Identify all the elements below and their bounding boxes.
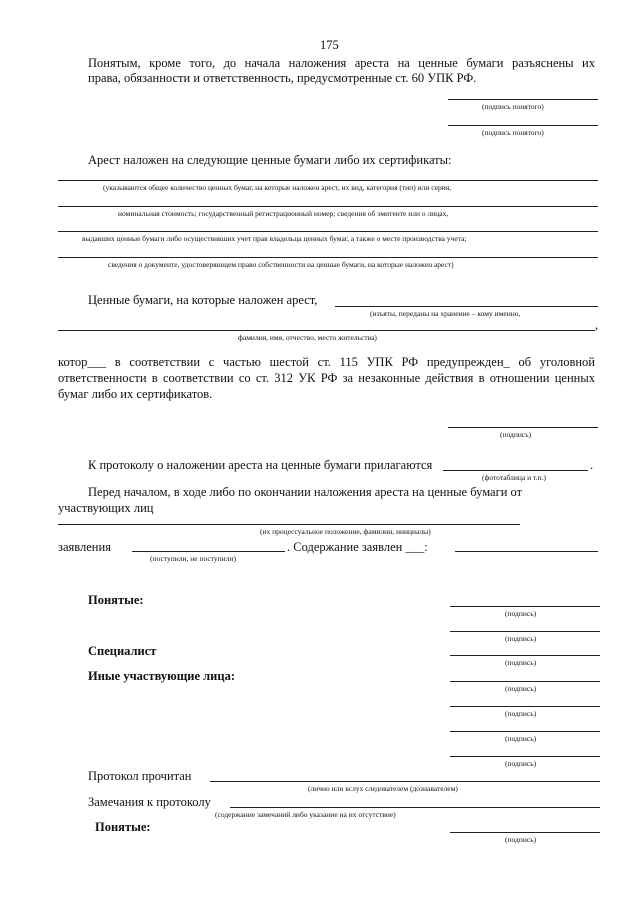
warning-line-3: бумаг либо их сертификатов. — [58, 387, 213, 401]
other-sig-hint-1: (подпись) — [505, 684, 537, 693]
protocol-read-label: Протокол прочитан — [88, 769, 192, 783]
securities-hint-2: фамилия, имя, отчество, место жительства) — [238, 333, 377, 342]
warning-line-2: ответственности в соответствии со ст. 312 УК РФ за незаконные действия в отношении ценных — [58, 371, 595, 385]
witness-sig-hint-2: (подпись) — [505, 634, 537, 643]
witness-sig-line-1 — [450, 606, 600, 607]
other-sig-hint-4: (подпись) — [505, 759, 537, 768]
other-participants-title: Иные участвующие лица: — [88, 669, 235, 683]
other-sig-hint-2: (подпись) — [505, 709, 537, 718]
attachments-hint: (фототаблица и т.п.) — [482, 473, 547, 482]
witness-sig-hint-1: (подпись) — [505, 609, 537, 618]
final-witnesses-title: Понятые: — [95, 820, 151, 834]
intro-line-1: Понятым, кроме того, до начала наложения ареста на ценные бумаги разъяснены их — [88, 56, 595, 70]
arrest-hint-3: выдавших ценные бумаги либо осуществивших учет прав владельца ценных бумаг, а также о месте производства учета; — [82, 234, 467, 243]
witness-1-signature-line — [448, 99, 598, 100]
specialist-sig-line — [450, 655, 600, 656]
warning-paragraph — [58, 354, 595, 402]
attachments-line — [443, 470, 588, 471]
protocol-read-line — [210, 781, 600, 782]
other-sig-line-4 — [450, 756, 600, 757]
statements-line-2: участвующих лиц — [58, 501, 154, 515]
arrest-line-2 — [58, 206, 598, 207]
statements-content-label: . Содержание заявлен ___: — [287, 540, 428, 554]
arrest-line-4 — [58, 257, 598, 258]
warning-signature-hint: (подпись) — [500, 430, 532, 439]
specialist-title: Специалист — [88, 644, 157, 658]
statements-hint-1: (их процессуальное положение, фамилии, инициалы) — [260, 527, 431, 536]
statements-content-line — [455, 551, 598, 552]
securities-line-2 — [58, 330, 595, 331]
arrest-hint-1: (указываются общее количество ценных бумаг, на которые наложен арест, их вид, категория (тип) или серия, — [103, 183, 452, 192]
witnesses-title: Понятые: — [88, 593, 144, 607]
other-sig-line-2 — [450, 706, 600, 707]
statements-label: заявления — [58, 540, 111, 554]
witness-2-signature-hint: (подпись понятого) — [482, 128, 544, 137]
other-sig-line-3 — [450, 731, 600, 732]
witness-2-signature-line — [448, 125, 598, 126]
warning-signature-line — [448, 427, 598, 428]
witness-sig-line-2 — [450, 631, 600, 632]
remarks-hint: (содержание замечаний либо указание на их отсутствие) — [215, 810, 396, 819]
intro-paragraph — [88, 55, 595, 71]
final-witness-sig-hint: (подпись) — [505, 835, 537, 844]
statements-hint-2: (поступили, не поступили) — [150, 554, 236, 563]
specialist-sig-hint: (подпись) — [505, 658, 537, 667]
securities-comma: , — [595, 318, 599, 332]
protocol-read-hint: (лично или вслух следователем (дознавателем) — [308, 784, 458, 793]
securities-line-1 — [335, 306, 598, 307]
arrest-line-1 — [58, 180, 598, 181]
securities-hint-1: (изъяты, переданы на хранение – кому именно, — [370, 309, 521, 318]
statements-line-1: Перед началом, в ходе либо по окончании наложения ареста на ценные бумаги от — [88, 485, 523, 499]
attachments-label: К протоколу о наложении ареста на ценные бумаги прилагаются — [88, 458, 433, 472]
final-witness-sig-line — [450, 832, 600, 833]
remarks-label: Замечания к протоколу — [88, 795, 211, 809]
witness-1-signature-hint: (подпись понятого) — [482, 102, 544, 111]
arrest-line-3 — [58, 231, 598, 232]
warning-line-1: котор___ в соответствии с частью шестой ст. 115 УПК РФ предупрежден_ об уголовной — [58, 355, 595, 369]
statements-line — [58, 524, 520, 525]
securities-label: Ценные бумаги, на которые наложен арест, — [88, 293, 318, 307]
arrest-heading: Арест наложен на следующие ценные бумаги либо их сертификаты: — [88, 153, 452, 167]
remarks-line — [230, 807, 600, 808]
arrest-hint-4: сведения о документе, удостоверяющем право собственности на ценные бумаги, на которые наложен арест) — [108, 260, 454, 269]
other-sig-line-1 — [450, 681, 600, 682]
intro-line-2: права, обязанности и ответственность, предусмотренные ст. 60 УПК РФ. — [88, 71, 477, 85]
attachments-dot: . — [590, 458, 594, 472]
arrest-hint-2: номинальная стоимость; государственный регистрационный номер; сведения об эмитенте или о лицах, — [118, 209, 449, 218]
statements-received-line — [132, 551, 285, 552]
page-number: 175 — [320, 38, 339, 52]
other-sig-hint-3: (подпись) — [505, 734, 537, 743]
